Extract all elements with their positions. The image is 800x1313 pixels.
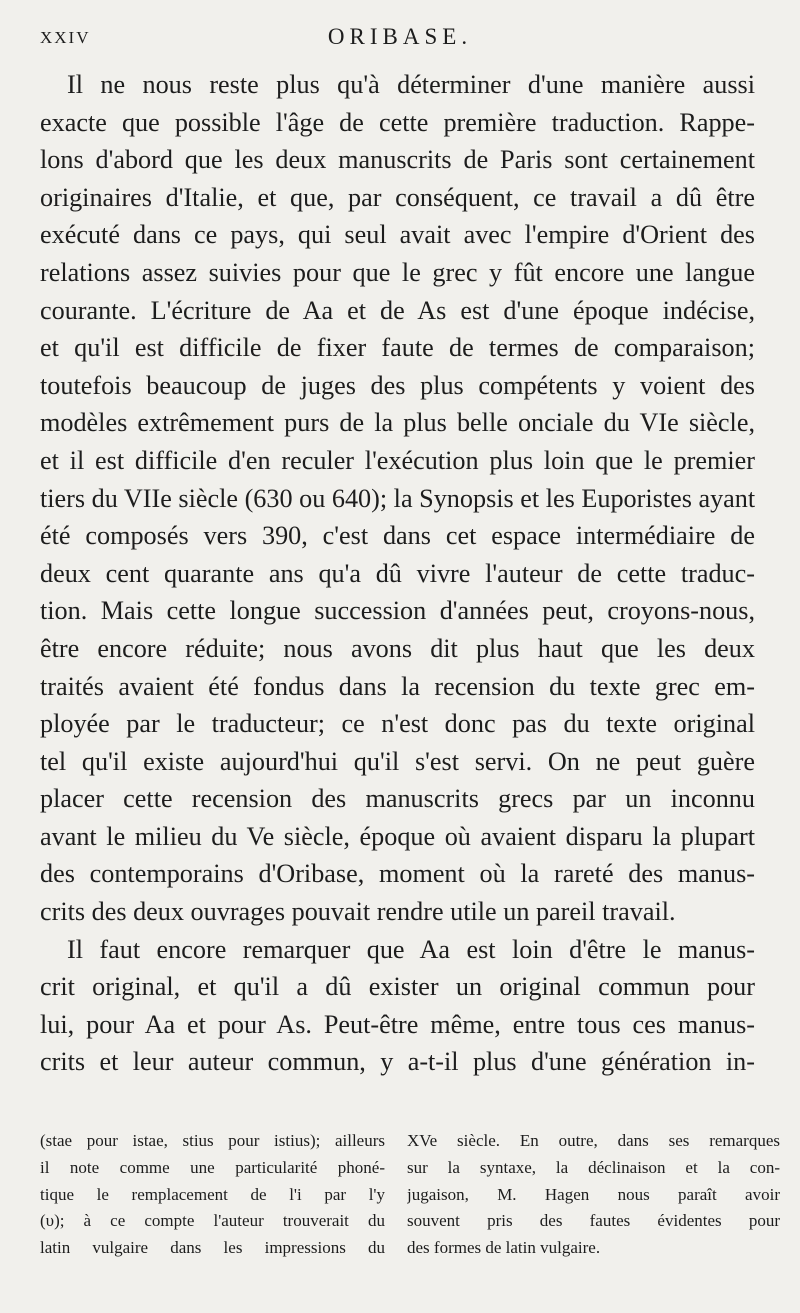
page-number: XXIV: [40, 28, 91, 47]
footnote-line: jugaison, M. Hagen nous paraît avoir: [407, 1184, 780, 1204]
text-line: avant le milieu du Ve siècle, époque où avaient disparu la plupart: [40, 821, 755, 851]
text-line: originaires d'Italie, et que, par conséquent, ce travail a dû être: [40, 182, 755, 212]
main-text: [40, 66, 755, 1081]
footnote-column-left: [40, 1128, 385, 1262]
text-line: tion. Mais cette longue succession d'années peut, croyons-nous,: [40, 596, 755, 626]
text-line: être encore réduite; nous avons dit plus haut que les deux: [40, 633, 755, 663]
text-line: exécuté dans ce pays, qui seul avait avec l'empire d'Orient des: [40, 220, 755, 250]
running-title: ORIBASE.: [327, 24, 473, 49]
footnote-line: XVe siècle. En outre, dans ses remarques: [407, 1131, 780, 1150]
footnote-line: souvent pris des fautes évidentes pour: [407, 1211, 780, 1231]
text-line: crits des deux ouvrages pouvait rendre utile un pareil travail.: [40, 897, 676, 927]
footnote-line: latin vulgaire dans les impressions du: [40, 1238, 385, 1258]
text-line: Il ne nous reste plus qu'à déterminer d'une manière aussi: [67, 70, 755, 99]
footnote-line: tique le remplacement de l'i par l'y: [40, 1184, 385, 1204]
paragraph-2: [40, 931, 755, 1081]
footnote-line: des formes de latin vulgaire.: [407, 1238, 601, 1258]
text-line: tiers du VIIe siècle (630 ou 640); la Synopsis et les Euporistes ayant: [40, 483, 755, 513]
text-line: lui, pour Aa et pour As. Peut-être même, entre tous ces manus-: [40, 1009, 755, 1039]
footnote-line: il note comme une particularité phoné-: [40, 1157, 385, 1177]
text-line: placer cette recension des manuscrits grecs par un inconnu: [40, 784, 755, 814]
text-line: deux cent quarante ans qu'a dû vivre l'auteur de cette traduc-: [40, 558, 755, 588]
text-line: crit original, et qu'il a dû exister un original commun pour: [40, 972, 755, 1002]
text-line: et il est difficile d'en reculer l'exécution plus loin que le premier: [40, 445, 755, 475]
page-header: [40, 24, 760, 56]
text-line: tel qu'il existe aujourd'hui qu'il s'est servi. On ne peut guère: [40, 746, 755, 776]
text-line: exacte que possible l'âge de cette première traduction. Rappe-: [40, 107, 755, 137]
paragraph-1: [40, 66, 755, 931]
text-line: et qu'il est difficile de fixer faute de termes de comparaison;: [40, 333, 755, 363]
text-line: des contemporains d'Oribase, moment où la rareté des manus-: [40, 859, 755, 889]
text-line: relations assez suivies pour que le grec y fût encore une langue: [40, 257, 755, 287]
text-line: été composés vers 390, c'est dans cet espace intermédiaire de: [40, 521, 755, 551]
text-line: Il faut encore remarquer que Aa est loin d'être le manus-: [67, 934, 755, 964]
footnote-line: (υ); à ce compte l'auteur trouverait du: [40, 1211, 385, 1231]
footnote-column-right: [407, 1128, 780, 1262]
footnotes: [40, 1128, 782, 1278]
text-line: lons d'abord que les deux manuscrits de Paris sont certainement: [40, 145, 755, 175]
text-line: toutefois beaucoup de juges des plus compétents y voient des: [40, 370, 755, 400]
footnote-line: (stae pour istae, stius pour istius); ailleurs: [40, 1131, 385, 1150]
text-line: ployée par le traducteur; ce n'est donc pas du texte original: [40, 709, 755, 739]
text-line: modèles extrêmement purs de la plus belle onciale du VIe siècle,: [40, 408, 755, 438]
text-line: crits et leur auteur commun, y a-t-il plus d'une génération in-: [40, 1047, 755, 1077]
text-line: courante. L'écriture de Aa et de As est d'une époque indécise,: [40, 295, 755, 325]
text-line: traités avaient été fondus dans la recension du texte grec em-: [40, 671, 755, 701]
footnote-line: sur la syntaxe, la déclinaison et la con-: [407, 1157, 780, 1177]
